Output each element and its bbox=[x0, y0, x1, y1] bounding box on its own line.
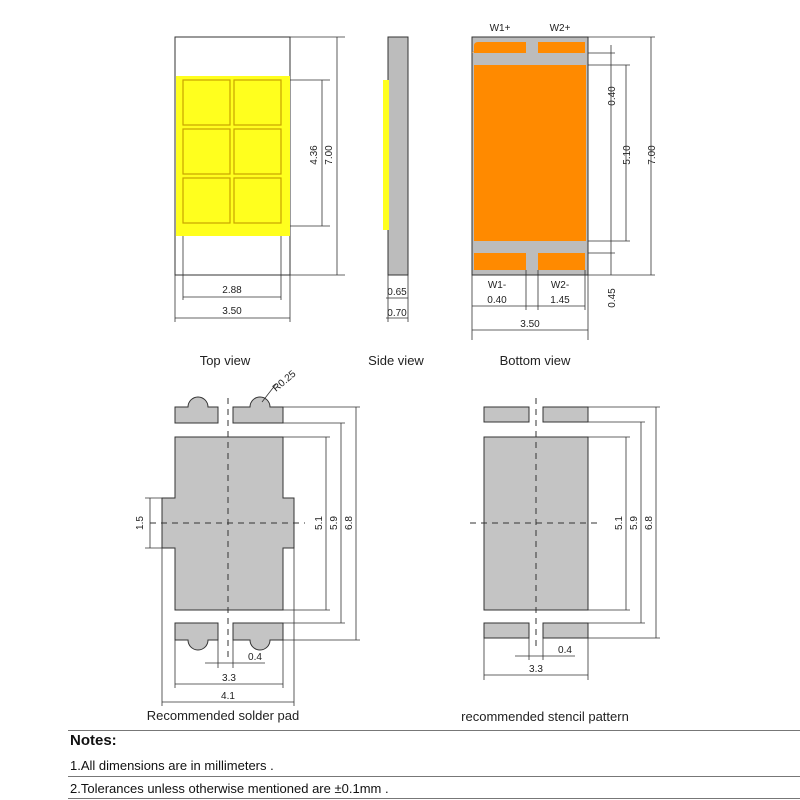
side-view-body bbox=[388, 37, 408, 275]
top-dim-height-inner: 4.36 bbox=[309, 145, 320, 165]
pad-w2-minus bbox=[538, 253, 585, 270]
bottom-view bbox=[472, 23, 658, 368]
side-view-phosphor bbox=[383, 80, 389, 230]
solder-pad-view bbox=[135, 368, 360, 723]
thermal-pad bbox=[474, 65, 586, 241]
top-view-caption: Top view bbox=[199, 353, 251, 368]
bottom-dim-bottom-pad: 0.45 bbox=[607, 288, 618, 308]
side-view-caption: Side view bbox=[368, 353, 424, 368]
pad-w1-minus bbox=[474, 253, 526, 270]
side-dim-inner: 0.65 bbox=[387, 287, 407, 298]
solder-dim-total-height: 6.8 bbox=[344, 516, 355, 530]
label-w2-minus: W2- bbox=[550, 280, 570, 291]
stencil-dim-total-height: 6.8 bbox=[644, 516, 655, 530]
bottom-dim-total-width: 3.50 bbox=[520, 319, 540, 330]
notes-divider-mid bbox=[68, 776, 800, 777]
solder-pad-top-left bbox=[175, 397, 218, 423]
top-view bbox=[175, 37, 345, 368]
stencil-dim-pad-width: 3.3 bbox=[529, 664, 543, 675]
stencil-pad-top-left bbox=[484, 407, 529, 422]
stencil-pad-bottom-right bbox=[543, 623, 588, 638]
note-item: 2.Tolerances unless otherwise mentioned are ±0.1mm . bbox=[70, 781, 389, 796]
solder-dim-neck: 1.5 bbox=[135, 516, 146, 530]
bottom-dim-small-pad-width: 1.45 bbox=[550, 295, 570, 306]
side-view bbox=[368, 37, 424, 368]
stencil-caption: recommended stencil pattern bbox=[461, 709, 629, 724]
bottom-dim-gap-top: 0.40 bbox=[607, 86, 618, 106]
notes-title: Notes: bbox=[70, 732, 117, 749]
bottom-dim-pad-height: 5.10 bbox=[622, 145, 633, 165]
label-w1-minus: W1- bbox=[487, 280, 507, 291]
solder-pad-bottom-right bbox=[233, 623, 283, 650]
solder-dim-pad-gap: 0.4 bbox=[248, 652, 262, 663]
label-w1-plus: W1+ bbox=[489, 23, 511, 34]
stencil-dim-pad-height: 5.1 bbox=[614, 516, 625, 530]
note-item: 1.All dimensions are in millimeters . bbox=[70, 758, 274, 773]
solder-dim-pad-width: 3.3 bbox=[222, 673, 236, 684]
top-dim-height-outer: 7.00 bbox=[324, 145, 335, 165]
pad-w1-plus-shape bbox=[474, 42, 526, 53]
side-dim-outer: 0.70 bbox=[387, 308, 407, 319]
label-w2-plus: W2+ bbox=[549, 23, 571, 34]
bottom-view-caption: Bottom view bbox=[499, 353, 571, 368]
solder-dim-total-width: 4.1 bbox=[221, 691, 235, 702]
top-dim-width-outer: 3.50 bbox=[222, 306, 242, 317]
solder-dim-pad-height: 5.1 bbox=[314, 516, 325, 530]
stencil-dim-mid-height: 5.9 bbox=[629, 516, 640, 530]
top-dim-width-inner: 2.88 bbox=[222, 285, 242, 296]
top-view-phosphor-area bbox=[176, 76, 290, 236]
bottom-dim-small-pad: 0.40 bbox=[487, 295, 507, 306]
solder-pad-caption: Recommended solder pad bbox=[146, 708, 300, 723]
notes-divider-bottom bbox=[68, 798, 800, 799]
bottom-dim-total-height: 7.00 bbox=[647, 145, 658, 165]
solder-pad-top-right bbox=[233, 397, 283, 423]
stencil-view bbox=[461, 398, 660, 724]
solder-dim-mid-height: 5.9 bbox=[329, 516, 340, 530]
stencil-dim-pad-gap: 0.4 bbox=[558, 645, 572, 656]
notes-divider-top bbox=[68, 730, 800, 731]
solder-pad-bottom-left bbox=[175, 623, 218, 650]
pad-w2-plus bbox=[538, 42, 585, 53]
solder-dim-radius: R0.25 bbox=[270, 368, 299, 395]
notes-section bbox=[70, 732, 770, 800]
stencil-pad-top-right bbox=[543, 407, 588, 422]
stencil-pad-bottom-left bbox=[484, 623, 529, 638]
